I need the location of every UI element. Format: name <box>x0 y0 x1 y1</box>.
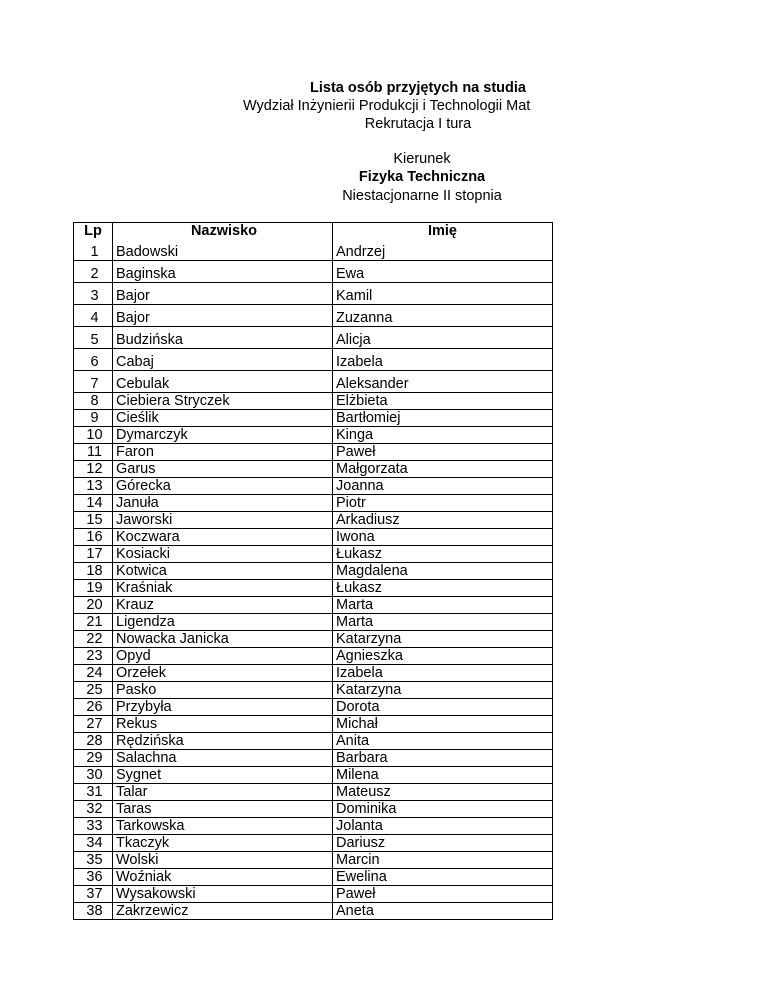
row-lp: 26 <box>74 699 113 716</box>
table-row <box>74 852 553 869</box>
row-nazwisko: Górecka <box>113 478 333 495</box>
table-row <box>74 835 553 852</box>
row-lp: 11 <box>74 444 113 461</box>
row-nazwisko: Jaworski <box>113 512 333 529</box>
table-row <box>74 546 553 563</box>
row-nazwisko: Kotwica <box>113 563 333 580</box>
row-imie: Iwona <box>333 529 553 546</box>
row-imie: Elżbieta <box>333 393 553 410</box>
table-header-row <box>74 223 553 240</box>
row-lp: 1 <box>74 239 113 261</box>
row-imie: Małgorzata <box>333 461 553 478</box>
table-row <box>74 648 553 665</box>
row-imie: Alicja <box>333 327 553 349</box>
row-lp: 17 <box>74 546 113 563</box>
table-row <box>74 327 553 349</box>
row-lp: 23 <box>74 648 113 665</box>
row-lp: 25 <box>74 682 113 699</box>
admission-table <box>73 222 553 920</box>
row-imie: Łukasz <box>333 580 553 597</box>
row-imie: Bartłomiej <box>333 410 553 427</box>
row-nazwisko: Cabaj <box>113 349 333 371</box>
table-row <box>74 393 553 410</box>
row-imie: Zuzanna <box>333 305 553 327</box>
row-nazwisko: Krauz <box>113 597 333 614</box>
table-row <box>74 699 553 716</box>
table-row <box>74 818 553 835</box>
row-lp: 35 <box>74 852 113 869</box>
row-imie: Kinga <box>333 427 553 444</box>
row-lp: 22 <box>74 631 113 648</box>
column-header-imie: Imię <box>333 223 553 240</box>
row-nazwisko: Nowacka Janicka <box>113 631 333 648</box>
row-lp: 5 <box>74 327 113 349</box>
row-lp: 20 <box>74 597 113 614</box>
row-imie: Katarzyna <box>333 631 553 648</box>
table-row <box>74 869 553 886</box>
table-row <box>74 349 553 371</box>
faculty-name: Wydział Inżynierii Produkcji i Technologii Mat <box>243 98 531 114</box>
row-imie: Aneta <box>333 903 553 920</box>
table-row <box>74 716 553 733</box>
row-nazwisko: Cebulak <box>113 371 333 393</box>
row-nazwisko: Baginska <box>113 261 333 283</box>
row-lp: 21 <box>74 614 113 631</box>
row-lp: 13 <box>74 478 113 495</box>
row-imie: Ewelina <box>333 869 553 886</box>
row-lp: 16 <box>74 529 113 546</box>
row-imie: Joanna <box>333 478 553 495</box>
row-nazwisko: Ciebiera Stryczek <box>113 393 333 410</box>
table-row <box>74 784 553 801</box>
row-imie: Aleksander <box>333 371 553 393</box>
row-nazwisko: Koczwara <box>113 529 333 546</box>
row-nazwisko: Cieślik <box>113 410 333 427</box>
recruitment-round: Rekrutacja I tura <box>364 116 472 132</box>
row-imie: Arkadiusz <box>333 512 553 529</box>
row-imie: Andrzej <box>333 239 553 261</box>
table-row <box>74 305 553 327</box>
row-lp: 24 <box>74 665 113 682</box>
table-row <box>74 371 553 393</box>
row-nazwisko: Ligendza <box>113 614 333 631</box>
row-lp: 38 <box>74 903 113 920</box>
table-row <box>74 495 553 512</box>
row-lp: 37 <box>74 886 113 903</box>
column-header-nazwisko: Nazwisko <box>113 223 333 240</box>
row-lp: 36 <box>74 869 113 886</box>
row-nazwisko: Tarkowska <box>113 818 333 835</box>
row-lp: 19 <box>74 580 113 597</box>
row-lp: 27 <box>74 716 113 733</box>
row-nazwisko: Orzełek <box>113 665 333 682</box>
table-row <box>74 750 553 767</box>
table-row <box>74 444 553 461</box>
table-row <box>74 733 553 750</box>
study-mode: Niestacjonarne II stopnia <box>342 188 502 204</box>
row-lp: 29 <box>74 750 113 767</box>
row-lp: 6 <box>74 349 113 371</box>
row-imie: Milena <box>333 767 553 784</box>
row-nazwisko: Pasko <box>113 682 333 699</box>
row-nazwisko: Wysakowski <box>113 886 333 903</box>
row-imie: Paweł <box>333 444 553 461</box>
row-nazwisko: Rekus <box>113 716 333 733</box>
row-nazwisko: Januła <box>113 495 333 512</box>
table-row <box>74 631 553 648</box>
row-nazwisko: Sygnet <box>113 767 333 784</box>
row-imie: Anita <box>333 733 553 750</box>
row-lp: 7 <box>74 371 113 393</box>
column-header-lp: Lp <box>74 223 113 240</box>
row-imie: Marta <box>333 597 553 614</box>
row-imie: Agnieszka <box>333 648 553 665</box>
row-imie: Dariusz <box>333 835 553 852</box>
row-lp: 18 <box>74 563 113 580</box>
row-imie: Kamil <box>333 283 553 305</box>
row-nazwisko: Talar <box>113 784 333 801</box>
row-imie: Ewa <box>333 261 553 283</box>
row-imie: Paweł <box>333 886 553 903</box>
row-lp: 8 <box>74 393 113 410</box>
row-imie: Dorota <box>333 699 553 716</box>
row-nazwisko: Przybyła <box>113 699 333 716</box>
row-imie: Mateusz <box>333 784 553 801</box>
table-row <box>74 239 553 261</box>
row-nazwisko: Zakrzewicz <box>113 903 333 920</box>
row-lp: 28 <box>74 733 113 750</box>
table-row <box>74 261 553 283</box>
table-row <box>74 512 553 529</box>
table-row <box>74 614 553 631</box>
row-nazwisko: Rędzińska <box>113 733 333 750</box>
row-nazwisko: Badowski <box>113 239 333 261</box>
row-lp: 32 <box>74 801 113 818</box>
row-lp: 9 <box>74 410 113 427</box>
row-imie: Michał <box>333 716 553 733</box>
table-row <box>74 597 553 614</box>
table-row <box>74 563 553 580</box>
row-nazwisko: Tkaczyk <box>113 835 333 852</box>
row-imie: Izabela <box>333 349 553 371</box>
row-lp: 33 <box>74 818 113 835</box>
table-row <box>74 427 553 444</box>
row-lp: 10 <box>74 427 113 444</box>
row-imie: Marcin <box>333 852 553 869</box>
table-row <box>74 461 553 478</box>
kierunek-name: Fizyka Techniczna <box>358 169 486 185</box>
row-nazwisko: Wolski <box>113 852 333 869</box>
table-row <box>74 767 553 784</box>
row-imie: Barbara <box>333 750 553 767</box>
row-lp: 30 <box>74 767 113 784</box>
row-nazwisko: Salachna <box>113 750 333 767</box>
row-lp: 15 <box>74 512 113 529</box>
row-lp: 4 <box>74 305 113 327</box>
table-row <box>74 903 553 920</box>
row-nazwisko: Kosiacki <box>113 546 333 563</box>
table-row <box>74 682 553 699</box>
row-lp: 2 <box>74 261 113 283</box>
table-row <box>74 529 553 546</box>
table-row <box>74 665 553 682</box>
table-row <box>74 580 553 597</box>
row-imie: Katarzyna <box>333 682 553 699</box>
row-nazwisko: Taras <box>113 801 333 818</box>
row-nazwisko: Opyd <box>113 648 333 665</box>
document-title: Lista osób przyjętych na studia <box>310 80 526 96</box>
table-row <box>74 410 553 427</box>
row-lp: 12 <box>74 461 113 478</box>
row-imie: Magdalena <box>333 563 553 580</box>
row-nazwisko: Garus <box>113 461 333 478</box>
row-lp: 34 <box>74 835 113 852</box>
row-nazwisko: Bajor <box>113 305 333 327</box>
row-nazwisko: Budzińska <box>113 327 333 349</box>
row-nazwisko: Woźniak <box>113 869 333 886</box>
table-row <box>74 886 553 903</box>
row-imie: Piotr <box>333 495 553 512</box>
row-imie: Jolanta <box>333 818 553 835</box>
row-lp: 3 <box>74 283 113 305</box>
row-imie: Dominika <box>333 801 553 818</box>
row-lp: 14 <box>74 495 113 512</box>
row-imie: Marta <box>333 614 553 631</box>
row-nazwisko: Dymarczyk <box>113 427 333 444</box>
table-row <box>74 801 553 818</box>
row-imie: Izabela <box>333 665 553 682</box>
row-lp: 31 <box>74 784 113 801</box>
row-nazwisko: Bajor <box>113 283 333 305</box>
table-row <box>74 283 553 305</box>
row-nazwisko: Faron <box>113 444 333 461</box>
row-nazwisko: Kraśniak <box>113 580 333 597</box>
table-row <box>74 478 553 495</box>
kierunek-label: Kierunek <box>393 151 451 167</box>
row-imie: Łukasz <box>333 546 553 563</box>
